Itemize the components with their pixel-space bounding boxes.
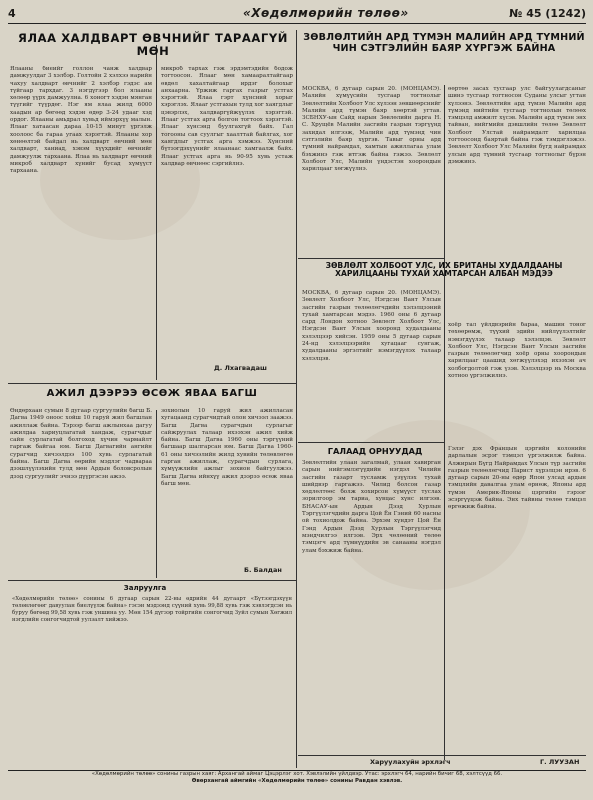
editor-label: Харуулахуйн эрхлэгч (370, 758, 451, 766)
section-divider (8, 580, 296, 581)
article-title-foreign: ГАЛААД ОРНУУДАД (327, 446, 423, 456)
article-body-col1: Өндөрхаан сумын 8 дугаар сургуулийн багш Б. Дагва 1949 оноос хойш 10 гаруй жил багшлан ажиллаж байна. Тэрээр багш ажлынхаа дагуу ажилдаа хариуцлагатай хандаж, сурагчдыг сайн сурлагатай болгоход хүчин чармайлт гаргаж байгаа юм. Багш Дагвагийн ангийн сурагчид хичээлдээ 100 хувь сурлагатай байна. Багш Дагва өөрийн мэдлэг чадвараа дээшлүүлэхийн тулд мөн Ардын боловсролын дээд сургуулийг эчнээ дүүргэсэн ажээ. (10, 408, 152, 480)
column-divider (156, 45, 157, 380)
article-signature: Д. Лхагвадаш (214, 364, 267, 372)
section-divider (298, 258, 444, 259)
newspaper-name: «Хөдөлмөрийн төлөө» (243, 6, 409, 20)
column-divider (444, 85, 445, 760)
notice-title: Залруулга (123, 584, 167, 592)
article-body-col2: хоёр тал үйлдвэрийн бараа, машин тоног төхөөрөмж, түүхий эдийн нийлүүлэлтийг нэмэгдүүлэх талаар хэлэлцэв. Зөвлөлт Холбоот Улс, Нэгдсэн Вант Улсын засгийн газрын төлөөлөгчид хоёр орны хоорондын харилцааг цаашид хөгжүүлэхэд ихээхэн ач холбогдолтой гэж үзэв. Хэлэлцээр нь Москва хотноо үргэлжилнэ. (448, 322, 586, 380)
article-title-flies: ЯЛАА ХАЛДВАРТ ӨВЧНИЙГ ТАРААГҮЙ МӨН (18, 31, 289, 58)
article-body-col1: МОСКВА, 6 дугаар сарын 20. (МОНЦАМЭ). Зөвлөлт Холбоот Улс, Нэгдсэн Вант Улсын засгийн газрын төлөөлөгчдийн хэлэлцээний тухай хамтарсан мэдээ. 1960 оны 6 дугаар сард Лондон хотноо Зөвлөлт Холбоот Улс, Нэгдсэн Вант Улсын хооронд худалдааны хэлэлцээр хийсэн. 1959 оны 5 дугаар сарын 24-нд хэлэлцээрийн хугацааг сунгаж, худалдааны эргэлтийг нэмэгдүүлэх талаар хэлэлцэв. (302, 290, 441, 362)
article-body-col2: микроб тархах гэж эрдэмтэдийн бодож тогтоосон. Ялааг мөн хамааралтайгаар өвдөл хахалтайгаар ирдэг болохыг анхаарна. Үржиж гаргах газрыг устгах хэрэгтэй. Ялаа гэрт хүнсний хорыг хэрэглэх. Ялааг устгахын тулд хог хаягдлыг цэвэрлэх, халдваргүйжүүлэх хэрэгтэй. Ялааг устгах арга болгон тогтоох хэрэгтэй. Ялааг хүнсэнд буулгахгүй байх. Гал тогооны сав суулгыг хаалттай байлгах, хог хаягдлыг устгах арга хэмжээ. Хүнсний бүтээгдэхүүнийг ялаанаас хамгаалж байх. Ялааг устгах арга нь 90-95 хувь устаж халдвар өвчнөөс сэргийлнэ. (161, 66, 293, 167)
section-divider (298, 442, 444, 443)
page-footer (8, 770, 586, 797)
article-body-col2: зохиолын 10 гаруй жил ажилласан хугацаанд сурагчидтай олон хичээл заажээ. Багш Дагва сурагчдын сурлагыг сайжруулах талаар ихээхэн ажил хийж байна. Багш Дагва 1960 оны тэргүүний багшаар шалгарсан юм. Багш Дагва 1960-61 оны хичээлийн жилд хувийн төлөвлөгөө гарган ажиллаж, сурагчдын сурлага, хүмүүжлийн ажлыг зохион байгуулжээ. Багш Дагва ийнхүү ажил дээрээ өсөж яваа багш мөн. (161, 408, 293, 487)
section-divider (298, 755, 586, 756)
article-signature: Б. Балдан (244, 566, 282, 574)
article-title-mali: ЗӨВЛӨЛТИЙН АРД ТҮМЭН МАЛИЙН АРД ТҮМНИЙ ЧИН СЭТГЭЛИЙН БАЯР ХҮРГЭЖ БАЙНА (303, 32, 585, 54)
article-title-teacher: АЖИЛ ДЭЭРЭЭ ӨСӨЖ ЯВАА БАГШ (46, 388, 258, 399)
page-header (8, 5, 586, 24)
issue-number: № 45 (1242) (509, 7, 586, 20)
article-body-col1: МОСКВА, 6 дугаар сарын 20. (МОНЦАМЭ). Малийн хүмүүсийн тусгаар тогтнолыг Зөвлөлтийн Холбоот Улс хүлээн зөвшөөрснийг Малийн ард түмэн баяр хөөртэй угтав. ЗСБНХУ-ын Сайд нарын Зөвлөлийн дарга Н. С. Хрущёв Малийн засгийн газрын тэргүүнд захидал илгээж, Малийн ард түмэнд чин сэтгэлийн баяр хүргэв. Тавыг орны ард түмний найрамдал, хамтын ажиллагаа улам бэхжинэ гэж итгэж байна гэжээ. Зөвлөлт Холбоот Улс, Малийн үндэстэн хоорондын харилцааг хөгжүүлнэ. (302, 86, 441, 173)
article-body-col1: Зөвлөлтийн улаан загалмай, улаан хавирган сарын нийгэмлэгүүдийн нэгдэл Чилийн засгийн газарт тусламж үзүүлэх тухай шийдвэр гаргажээ. Чилид болсон газар хөдлөлтөөс болж хохирсон хүмүүст туслах зорилгоор эм тариа, хувцас хүнс илгээв. БНАСАУ-ын Ардын Дээд Хурлын Тэргүүлэгчдийн дарга Цой Ён Гэний 60 насны ой тохиолдож байна. Эрхэм хүндэт Цой Ён Гэнд Ардын Дээд Хурлын Тэргүүлэгчид мэндчилгээ илгээв. Эрх чөлөөний төлөө тэмцэгч ард түмнүүдийн эв санааны нэгдэл улам бэхжиж байна. (302, 460, 441, 554)
article-title-trade: ЗӨВЛӨЛТ ХОЛБООТ УЛС, ИХ БРИТАНЫ ХУДАЛДААНЫ ХАРИЛЦААНЫ ТУХАЙ ХАМТАРСАН АЛБАН МЭДЭЭ (325, 261, 563, 279)
editor-name: Г. ЛУУЗАН (540, 758, 580, 766)
page-number: 4 (8, 7, 16, 20)
article-body-col2: өөртөө засах тусгаар улс байгуулагдсаныг шинэ тусгаар тогтносон Суданы улсыг угтан хүлээнэ. Зөвлөлтийн ард түмэн Малийн ард түмэнд нийтийн тусгаар тогтнолын төлөөх тэмцэлд амжилт хүсэв. Малийн ард түмэн энх тайван, нийгмийн дэвшлийн төлөө Зөвлөлт Холбоот Улстай найрамдалт харилцаа тогтоосонд баяртай байна гэж тэмдэглэжээ. Зөвлөлт Холбоот Улс Малийн бүгд найрамдах улсын ард түмний тусгаар тогтнолыг бүрэн дэмжинэ. (448, 86, 586, 165)
footer-address: «Хөдөлмөрийн төлөө» сонины газрын хаяг: Архангай аймаг Цэцэрлэг хот. Хэвлэлийн үйлдвэр. Утас: эрхлэгч 64, нарийн бичиг 68, хэлтсүүд 66. (91, 771, 503, 777)
column-divider (296, 30, 297, 768)
section-divider (8, 383, 296, 384)
column-divider (156, 410, 157, 578)
article-body-col2: Гэлэг дэх Францын цэргийн колонийн дарлалын эсрэг тэмцэл үргэлжилж байна. Алжирын Бүгд Найрамдах Улсын түр засгийн газрын төлөөлөгчид Парист хүрэлцэн ирэв. 6 дугаар сарын 20-ны өдөр Япон улсад ардын тэмцлийн давалгаа улам өрнөж, Японы ард түмэн Америк-Японы цэргийн гэрээг эсэргүүцэж байна. Энх тайвны төлөө тэмцэл өргөжиж байна. (448, 446, 586, 511)
footer-printer: Өвөрхангай аймгийн «Хөдөлмөрийн төлөө» сонины Равдан хэвлэв. (191, 778, 403, 784)
article-body-col1: Ялааны биеийг голлон чанж халдвар дамжуулдаг 3 хэлбэр. Голтойн 2 хэлхээ нарийн чахуу халдварт өвчнийг 2 хэлбэр гэдэс ам түйгаар тархдаг. 3 нэгдүгээр бол ялааны хөлөөр үүрх дамжуулна. 6 хоногт хэдэн мянган түүгийг түүрдөг. Нэг ям ялаа жилд 6000 хаадын ар бөгөөд хэдэн өдөр 3-24 удааг хэд ордог. Ялааны амьдрал хувьд иймэрхүү малын. Ялааг хатаасан дараа 10-15 минут үргэлж хоолоос ба гараа угаах хэрэгтэй. Ялааны хор хөнөөлтэй байдал нь халдварт өвчний мөн халдварт, ханиад, хэвэм хүүхдийг өвчнийг дамжуулж тархаана. Ялаа нь халдварт өвчний микроб халдварт хүнийг бусад хүмүүст тархаана. (10, 66, 152, 175)
notice-body: «Хөдөлмөрийн төлөө» сонины 6 дугаар сарын 22-ны өдрийн 44 дугаарт «Бүтээгдэхүүн төлөвлөгөөг давуулан биелүүлж байна» гэсэн мэдээнд сүүний хувь 99,88 хувь гэж хэвлэгдсэн нь буруу бөгөөд 99,58 хувь гэж уншина уу. Мөн 154 дүгээр тойргийн сонгогчид Зуйл сумын Хөгжил нэгдлийн сонгогчидтой уулзалт хийжээ. (12, 596, 292, 623)
